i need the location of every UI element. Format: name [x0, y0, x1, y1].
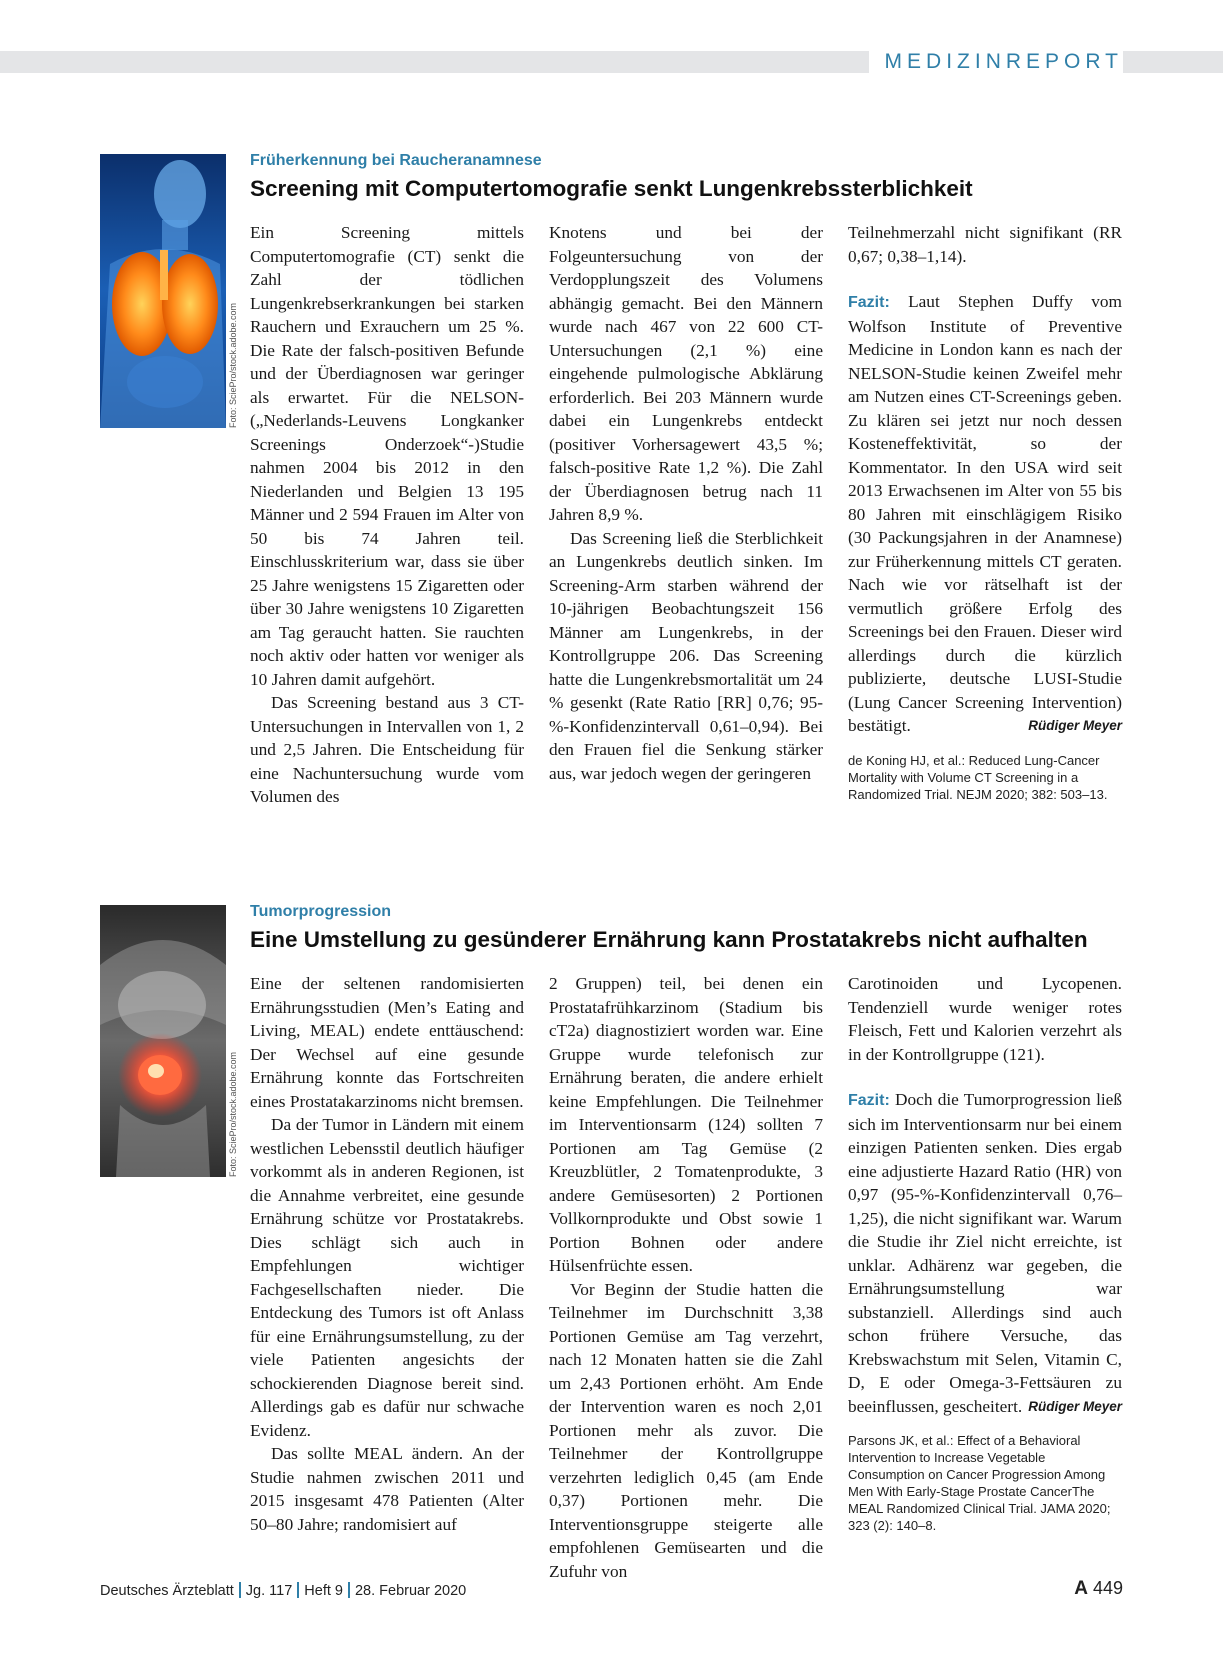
prostate-illustration-icon — [100, 905, 226, 1177]
paragraph: Das Screening bestand aus 3 CT-Untersuchungen in Intervallen von 1, 2 und 2,5 Jahren. Die Entscheidung für eine Nachuntersuchung wurde vom Volumen des — [250, 693, 524, 806]
photo-credit: Foto: SciePro/stock.adobe.com — [228, 1051, 238, 1177]
paragraph: Teilnehmerzahl nicht signifikant (RR 0,67; 0,38–1,14). — [848, 223, 1122, 266]
reference: Parsons JK, et al.: Effect of a Behavioral Intervention to Increase Vegetable Consumption on Cancer Progression Among Men With Early-Stage Prostate CancerThe MEAL Randomized Clinical Trial. JAMA 2020; 323 (2): 140–8. — [848, 1433, 1111, 1533]
paragraph: Eine der seltenen randomisierten Ernährungsstudien (Men’s Eating and Living, MEAL) endete enttäuschend: Der Wechsel auf eine gesunde Ernährung konnte das Fortschreiten eines Prostatakarzinoms nicht bremsen. — [250, 974, 524, 1111]
photo-credit: Foto: SciePro/stock.adobe.com — [228, 302, 238, 428]
paragraph: 2 Gruppen) teil, bei denen ein Prostatafrühkarzinom (Stadium bis cT2a) diagnostiziert worden war. Eine Gruppe wurde telefonisch zur Ernährung beraten, die andere erhielt keine Empfehlungen. Die Teilnehmer im Interventionsarm (124) sollten 7 Portionen am Tag Gemüse (2 Kreuzblütler, 2 Tomatenprodukte, 3 andere Gemüsesorten) 2 Portionen Vollkornprodukte und Obst sowie 1 Portion Bohnen oder andere Hülsenfrüchte essen. — [549, 974, 823, 1275]
paragraph: Carotinoiden und Lycopenen. Tendenziell wurde weniger rotes Fleisch, Fett und Kalorien verzehrt als in der Kontrollgruppe (121). — [848, 974, 1122, 1064]
footer — [100, 1582, 466, 1599]
fazit-text: Doch die Tumorprogression ließ sich im Interventionsarm nur bei einem einzigen Patienten senken. Dies ergab eine adjustierte Hazard Ratio (HR) von 0,97 (95-%-Konfidenzintervall 0,76–1,25), die nicht signifikant war. Warum die Studie ihr Ziel nicht erreichte, ist unklar. Adhärenz war gegeben, die Ernährungsumstellung war substanziell. Allerdings sind auch schon frühere Versuche, das Krebswachstum mit Selen, Vitamin C, D, E oder Omega-3-Fettsäuren zu beeinflussen, gescheitert. — [848, 1090, 1122, 1416]
paragraph: Das Screening ließ die Sterblichkeit an Lungenkrebs deutlich sinken. Im Screening-Arm starben während der 10-jährigen Beobachtungszeit 156 Männer am Lungenkrebs, in der Kontrollgruppe 206. Das Screening hatte die Lungenkrebsmortalität um 24 % gesenkt (Rate Ratio [RR] 0,76; 95-%-Konfidenzintervall 0,61–0,94). Bei den Frauen fiel die Senkung stärker aus, war jedoch wegen der geringeren — [549, 528, 823, 783]
paragraph: Da der Tumor in Ländern mit einem westlichen Lebensstil deutlich häufiger vorkommt als in anderen Regionen, ist die Annahme verbreitet, eine gesunde Ernährung schütze vor Prostatakrebs. Dies schlägt sich auch in Empfehlungen wichtiger Fachgesellschaften nieder. Die Entdeckung des Tumors ist oft Anlass für eine Ernährungsumstellung, zu der viele Patienten angesichts der schockierenden Diagnose bereit sind. Allerdings gab es dafür nur schwache Evidenz. — [250, 1115, 524, 1440]
volume: Jg. 117 — [245, 1583, 293, 1599]
article-title: Screening mit Computertomografie senkt Lungenkrebssterblichkeit — [250, 176, 973, 201]
paragraph: Vor Beginn der Studie hatten die Teilnehmer im Durchschnitt 3,38 Portionen Gemüse am Tag verzehrt, nach 12 Monaten hatten sie die Zahl um 2,43 Portionen erhöht. Am Ende der Intervention waren es noch 2,01 Portionen mehr als zuvor. Die Teilnehmer der Kontrollgruppe verzehrten lediglich 0,45 (am Ende 0,37) Portionen mehr. Die Interventionsgruppe steigerte alle empfohlenen Gemüsearten und die Zufuhr von — [549, 1279, 823, 1581]
paragraph: Knotens und bei der Folgeuntersuchung von der Verdopplungszeit des Volumens abhängig gemacht. Bei den Männern wurde nach 467 von 22 600 CT-Untersuchungen (2,1 %) eine eingehende pulmologische Abklärung erforderlich. Bei 203 Männern wurde dabei ein Lungenkrebs entdeckt (positiver Vorhersagewert 43,5 %; falsch-positive Rate 1,2 %). Die Zahl der Überdiagnosen betrug nach 11 Jahren 8,9 %. — [549, 223, 823, 524]
journal-name: Deutsches Ärzteblatt — [100, 1583, 234, 1599]
article-title: Eine Umstellung zu gesünderer Ernährung kann Prostatakrebs nicht aufhalten — [250, 927, 1088, 952]
fazit-label: Fazit: — [848, 294, 890, 311]
reference: de Koning HJ, et al.: Reduced Lung-Cancer Mortality with Volume CT Screening in a Randomized Trial. NEJM 2020; 382: 503–13. — [848, 752, 1108, 802]
article-kicker: Tumorprogression — [250, 903, 392, 920]
article-column — [848, 972, 1122, 1534]
page-number: A 449 — [1074, 1578, 1123, 1599]
fazit-label: Fazit: — [848, 1092, 890, 1109]
article-column — [549, 972, 823, 1583]
author: Rüdiger Meyer — [1028, 718, 1122, 733]
fazit-paragraph — [848, 290, 1122, 738]
article-kicker: Früherkennung bei Raucheranamnese — [250, 152, 542, 169]
fazit-paragraph — [848, 1088, 1122, 1418]
issue: Heft 9 — [304, 1583, 343, 1599]
paragraph: Das sollte MEAL ändern. An der Studie nahmen zwischen 2011 und 2015 insgesamt 478 Patienten (Alter 50–80 Jahre; randomisiert auf — [250, 1444, 524, 1534]
paragraph: Ein Screening mittels Computertomografie (CT) senkt die Zahl der tödlichen Lungenkrebserkrankungen bei starken Rauchern und Exrauchern um 25 %. Die Rate der falsch-positiven Befunde und der Überdiagnosen war geringer als erwartet. Für die NELSON-(„Nederlands-Leuvens Longkanker Screenings Onderzoek“-)Studie nahmen 2004 bis 2012 in den Niederlanden und Belgien 13 195 Männer und 2 594 Frauen im Alter von 50 bis 74 Jahren teil. Einschlusskriterium war, dass sie über 25 Jahre wenigstens 15 Zigaretten oder über 30 Jahre wenigstens 10 Zigaretten am Tag geraucht hatten. Sie rauchten noch aktiv oder hatten vor weniger als 10 Jahren damit aufgehört. — [250, 223, 524, 689]
article-column — [250, 221, 524, 809]
article-column — [250, 972, 524, 1536]
issue-date: 28. Februar 2020 — [354, 1583, 467, 1599]
article-column — [848, 221, 1122, 803]
lungs-illustration-icon — [100, 154, 226, 428]
fazit-text: Laut Stephen Duffy vom Wolfson Institute of Preventive Medicine in London kann es nach der NELSON-Studie keinen Zweifel mehr am Nutzen eines CT-Screenings geben. Zu klären sei jetzt nur noch dessen Kosteneffektivität, so der Kommentator. In den USA wird seit 2013 Erwachsenen im Alter von 55 bis 80 Jahren mit einschlägigem Risiko (30 Packungsjahren in der Anamnese) zur Früherkennung mittels CT geraten. Nach wie vor rätselhaft ist der vermutlich größere Erfolg des Screenings bei den Frauen. Dieser wird allerdings durch die kürzlich publizierte, deutsche LUSI-Studie (Lung Cancer Screening Intervention) bestätigt. — [848, 292, 1122, 735]
article-column — [549, 221, 823, 785]
author: Rüdiger Meyer — [1028, 1398, 1122, 1414]
section-label: MEDIZINREPORT — [869, 48, 1123, 76]
